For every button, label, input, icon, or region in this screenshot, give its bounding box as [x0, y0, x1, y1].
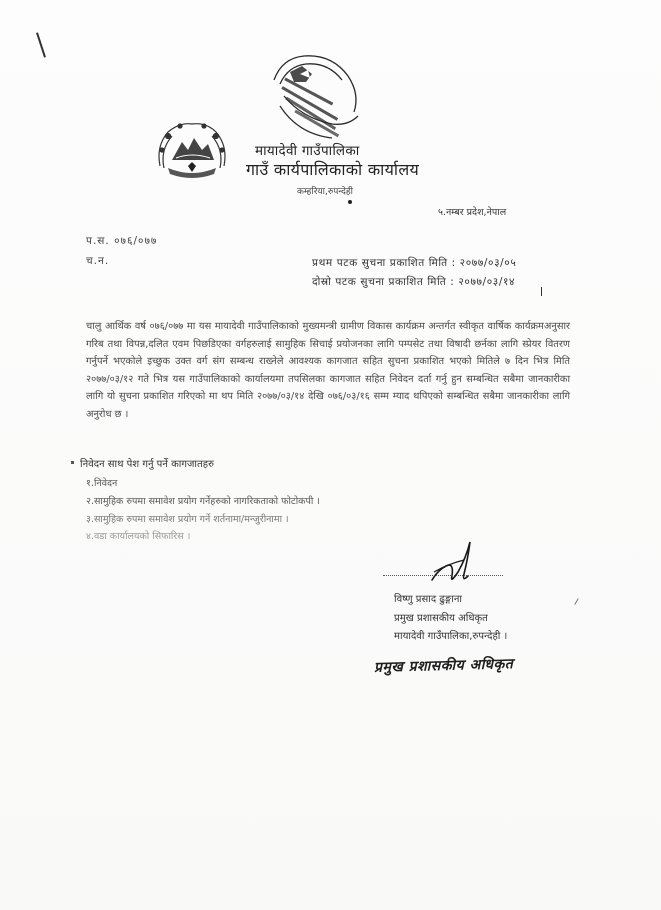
documents-heading: निवेदन साथ पेश गर्नु पर्ने कागजातहरु: [80, 459, 214, 470]
ink-speck: [71, 461, 74, 464]
document-item: ३.सामुहिक रुपमा समावेश प्रयोग गर्ने शर्तनामा/मन्जुरीनामा ।: [86, 514, 289, 525]
pen-mark: [36, 32, 46, 57]
document-item: ४.वडा कार्यालयको सिफारिस ।: [86, 531, 191, 542]
ink-speck: [574, 598, 578, 605]
office-location: कम्हरिया,रुपन्देही: [297, 187, 353, 197]
municipality-name: मायादेवी गाउँपालिका: [255, 143, 360, 159]
notice-body: चालु आर्थिक वर्ष ०७६/०७७ मा यस मायादेवी गाउँपालिकाको मुख्यमन्त्री ग्रामीण विकास कार्यक्रम अन्तर्गत स्वीकृत वार्षिक कार्यक्रमअनुसार गरिब तथा विपन्न,दलित एवम पिछडिएका वर्गहरुलाई सामुहिक सिचाई प्रयोजनका लागि पम्पसेट तथा विषादी छर्नका लागि स्प्रेयर वितरण गर्नुपर्ने भएकोले इच्छुक उक्त वर्ग संग सम्बन्ध राख्नेले आवश्यक कागजात सहित सुचना प्रकाशित भएको मितिले ७ दिन भित्र मिति २०७७/०३/१२ गते भित्र यस गाउँपालिकाको कार्यालयमा तपसिलका कागजात सहित निवेदन दर्ता गर्नु हुन सम्बन्धित सबैमा जानकारीका लागि यो सुचना प्रकाशित गरिएको मा थप मिति २०७७/०३/१४ देखि ०७६/०३/१६ सम्म म्याद थपिएको सम्बन्धित सबैमा जानकारीका लागि अनुरोध छ ।: [86, 321, 570, 420]
first-publication-date: प्रथम पटक सुचना प्रकाशित मिति : २०७७/०३/०५: [312, 257, 517, 269]
signature-icon: [424, 536, 480, 588]
ink-tick: [541, 287, 542, 296]
document-item: २.सामुहिक रुपमा समावेश प्रयोग गर्नेहरुको नागरिकताको फोटोकपी ।: [86, 496, 320, 507]
signatory-office: मायादेवी गाउँपालिका,रुपन्देही ।: [394, 631, 508, 642]
second-publication-date: दोस्रो पटक सुचना प्रकाशित मिति : २०७७/०३/१४: [312, 276, 516, 288]
signatory-title: प्रमुख प्रशासकीय अधिकृत: [394, 613, 488, 624]
office-name: गाउँ कार्यपालिकाको कार्यालय: [246, 160, 420, 179]
ink-dot: [348, 200, 352, 204]
signature-line: [383, 575, 503, 576]
document-item: १.निवेदन: [86, 478, 118, 489]
province-name: ५.नम्बर प्रदेश,नेपाल: [438, 207, 507, 218]
official-title-stamp: प्रमुख प्रशासकीय अधिकृत: [373, 656, 514, 676]
signatory-name: विष्णु प्रसाद ढुङ्गाना: [394, 594, 462, 605]
office-seal-icon: [262, 50, 368, 146]
dispatch-number: च.न.: [86, 255, 110, 267]
nepal-emblem-icon: [150, 116, 234, 188]
reference-number: प.स. ०७६/०७७: [86, 235, 158, 247]
